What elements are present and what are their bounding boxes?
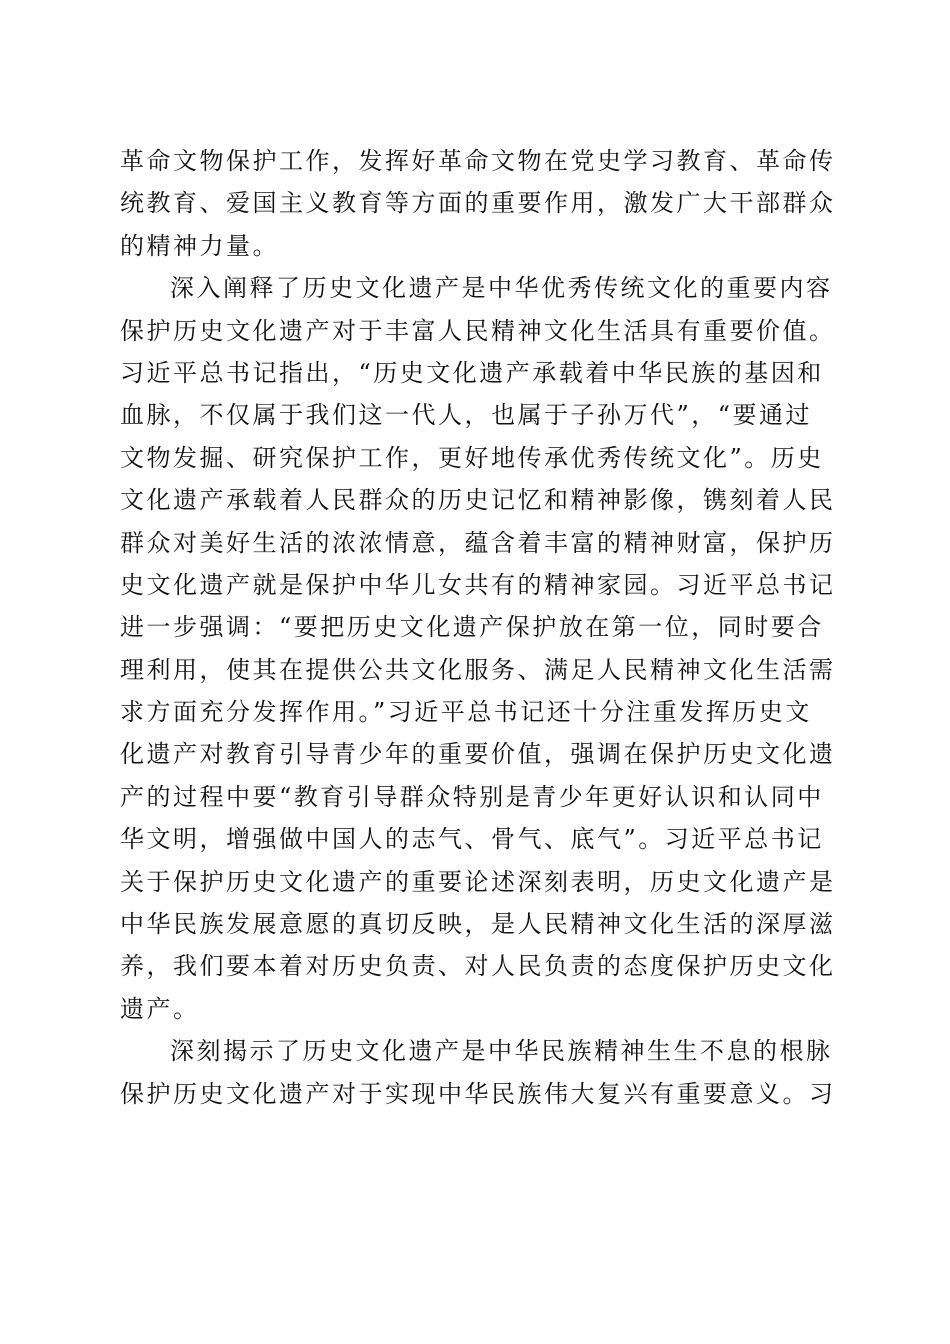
text-line: 化遗产对教育引导青少年的重要价值，强调在保护历史文化遗 bbox=[120, 740, 836, 769]
text-line: 中华民族发展意愿的真切反映，是人民精神文化生活的深厚滋 bbox=[120, 910, 836, 939]
text-line: 血脉，不仅属于我们这一代人，也属于子孙万代”，“要通过 bbox=[120, 401, 813, 430]
text-line: 养，我们要本着对历史负责、对人民负责的态度保护历史文化 bbox=[120, 952, 836, 981]
text-line: 理利用，使其在提供公共文化服务、满足人民精神文化生活需 bbox=[120, 655, 836, 684]
text-line: 文化遗产承载着人民群众的历史记忆和精神影像，镌刻着人民 bbox=[120, 486, 836, 515]
text-line: 产的过程中要“教育引导群众特别是青少年更好认识和认同中 bbox=[120, 782, 824, 811]
text-line: 求方面充分发挥作用。”习近平总书记还十分注重发挥历史文 bbox=[120, 698, 812, 727]
text-line: 文物发掘、研究保护工作，更好地传承优秀传统文化”。历史 bbox=[120, 443, 824, 472]
text-line: 保护历史文化遗产对于丰富人民精神文化生活具有重要价值。 bbox=[120, 316, 836, 345]
text-line: 习近平总书记指出，“历史文化遗产承载着中华民族的基因和 bbox=[120, 358, 824, 387]
text-line: 华文明，增强做中国人的志气、骨气、底气”。习近平总书记 bbox=[120, 825, 824, 854]
text-line: 革命文物保护工作，发挥好革命文物在党史学习教育、革命传 bbox=[120, 147, 836, 175]
text-line: 统教育、爱国主义教育等方面的重要作用，激发广大干部群众 bbox=[120, 189, 836, 218]
body-text bbox=[120, 140, 836, 1115]
text-line: 史文化遗产就是保护中华儿女共有的精神家园。习近平总书记 bbox=[120, 570, 836, 599]
text-line: 的精神力量。 bbox=[120, 231, 279, 260]
text-line: 遗产。 bbox=[120, 994, 200, 1023]
paragraph-heading-line: 深刻揭示了历史文化遗产是中华民族精神生生不息的根脉 bbox=[170, 1037, 833, 1066]
text-line: 群众对美好生活的浓浓情意，蕴含着丰富的精神财富，保护历 bbox=[120, 528, 836, 557]
text-line: 关于保护历史文化遗产的重要论述深刻表明，历史文化遗产是 bbox=[120, 867, 836, 896]
text-line: 进一步强调：“要把历史文化遗产保护放在第一位，同时要合 bbox=[120, 613, 824, 642]
text-line: 保护历史文化遗产对于实现中华民族伟大复兴有重要意义。习 bbox=[120, 1079, 836, 1108]
paragraph-heading-line: 深入阐释了历史文化遗产是中华优秀传统文化的重要内容 bbox=[170, 274, 833, 303]
